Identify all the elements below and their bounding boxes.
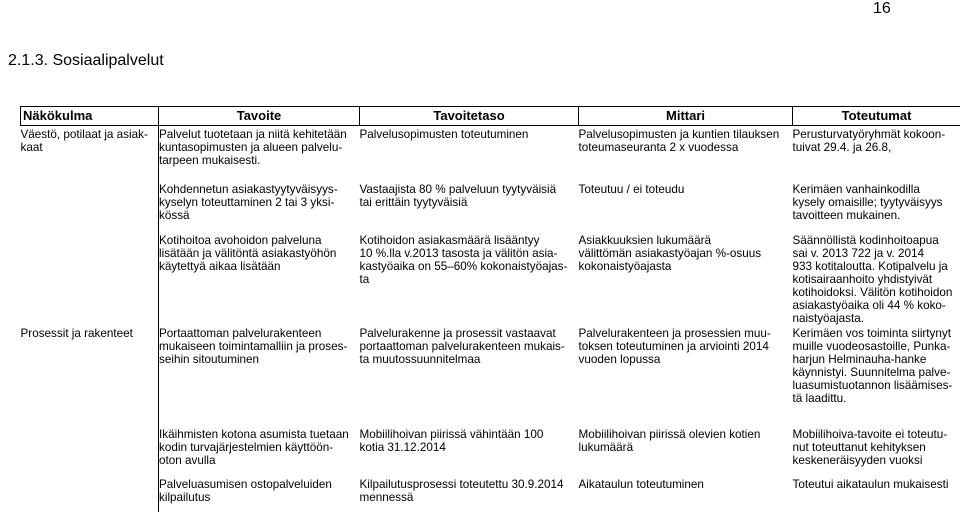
- cell-mittari: Asiakkuuksien lukumäärä välittömän asiakastyöajan %-osuus kokonaistyöajasta: [578, 234, 762, 273]
- table-row: [21, 476, 960, 512]
- cell-nakokulma: [21, 181, 159, 232]
- cell-nakokulma: [21, 476, 159, 512]
- cell-mittari: Toteutuu / ei toteudu: [578, 183, 685, 196]
- cell-tavoitetaso: Mobiilihoivan piirissä vähintään 100 kotia 31.12.2014: [359, 428, 544, 454]
- cell-tavoite: Palvelut tuotetaan ja niitä kehitetään kuntasopimusten ja alueen palvelu- tarpeen mukaisesti.: [159, 126, 360, 182]
- cell-tavoite: Palveluasumisen ostopalveluiden kilpailutus: [159, 478, 332, 504]
- cell-tavoitetaso: Vastaajista 80 % palveluun tyytyväisiä tai erittäin tyytyväisiä: [359, 183, 557, 209]
- cell-tavoite: Portaattoman palvelurakenteen mukaiseen toimintamalliin ja proses- seihin sitoutuminen: [159, 327, 348, 366]
- table-header-row: [21, 107, 960, 126]
- cell-toteutumat: Toteutui aikataulun mukaisesti: [792, 478, 949, 491]
- goals-table: [20, 106, 960, 512]
- cell-tavoite: Kohdennetun asiakastyytyväisyys- kyselyn toteuttaminen 2 tai 3 yksi- kössä: [159, 183, 338, 222]
- cell-toteutumat: Perusturvatyöryhmät kokoon- tuivat 29.4. ja 26.8,: [793, 126, 960, 182]
- table-row: [21, 126, 960, 182]
- cell-mittari: Aikataulun toteutuminen: [578, 478, 704, 491]
- table-row: [21, 426, 960, 476]
- cell-toteutumat: Säännöllistä kodinhoitoapua sai v. 2013 722 ja v. 2014 933 kotitaloutta. Kotipalvelu ja kotisairaanhoito yhdistyivät kotihoidoksi. Välitön kotihoidon asiakastyöaika oli 44 % koko- naistyöajasta.: [792, 234, 953, 325]
- header-nakokulma: Näkökulma: [21, 107, 159, 126]
- cell-tavoitetaso: Palvelurakenne ja prosessit vastaavat portaattoman palvelurakenteen mukais- ta muutossuunnitelmaa: [359, 327, 565, 366]
- table-row: [21, 325, 960, 426]
- page-number: 16: [873, 0, 891, 17]
- section-heading: 2.1.3. Sosiaalipalvelut: [8, 52, 164, 69]
- cell-nakokulma: Prosessit ja rakenteet: [21, 325, 159, 426]
- header-tavoite: Tavoite: [159, 107, 360, 126]
- header-toteutumat: Toteutumat: [793, 107, 960, 126]
- header-tavoitetaso: Tavoitetaso: [360, 107, 579, 126]
- table-row: [21, 232, 960, 325]
- cell-nakokulma: [21, 426, 159, 476]
- cell-tavoite: Ikäihmisten kotona asumista tuetaan kodin turvajärjestelmien käyttöön- oton avulla: [159, 428, 349, 467]
- table-row: [21, 181, 960, 232]
- cell-toteutumat: Kerimäen vos toiminta siirtynyt muille vuodeosastoille, Punka- harjun Helminauha-hanke käynnistyi. Suunnitelma palve- luasumistuotannon lisäämises- tä laadittu.: [792, 327, 953, 405]
- cell-tavoitetaso: Kotihoidon asiakasmäärä lisääntyy 10 %.lla v.2013 tasosta ja välitön asia- kastyöaika on 55–60% kokonaistyöajas- ta: [359, 234, 568, 286]
- cell-mittari: Palvelurakenteen ja prosessien muu- toksen toteutuminen ja arviointi 2014 vuoden lopussa: [578, 327, 771, 366]
- header-mittari: Mittari: [579, 107, 793, 126]
- cell-toteutumat: Kerimäen vanhainkodilla kysely omaisille; tyytyväisyys tavoitteen mukainen.: [792, 183, 943, 222]
- cell-mittari: Mobiilihoivan piirissä olevien kotien lukumäärä: [578, 428, 761, 454]
- cell-nakokulma: Väestö, potilaat ja asiak- kaat: [21, 126, 159, 182]
- cell-mittari: Palvelusopimusten ja kuntien tilauksen toteumaseuranta 2 x vuodessa: [579, 126, 793, 182]
- cell-nakokulma: [21, 232, 159, 325]
- cell-toteutumat: Mobiilihoiva-tavoite ei toteutu- nut toteuttanut kehityksen keskeneräisyyden vuoksi: [792, 428, 948, 467]
- cell-tavoitetaso: Kilpailutusprosessi toteutettu 30.9.2014 mennessä: [359, 478, 564, 504]
- cell-tavoitetaso: Palvelusopimusten toteutuminen: [360, 126, 579, 182]
- cell-tavoite: Kotihoitoa avohoidon palveluna lisätään ja välitöntä asiakastyöhön käytettyä aikaa lisätään: [159, 234, 337, 273]
